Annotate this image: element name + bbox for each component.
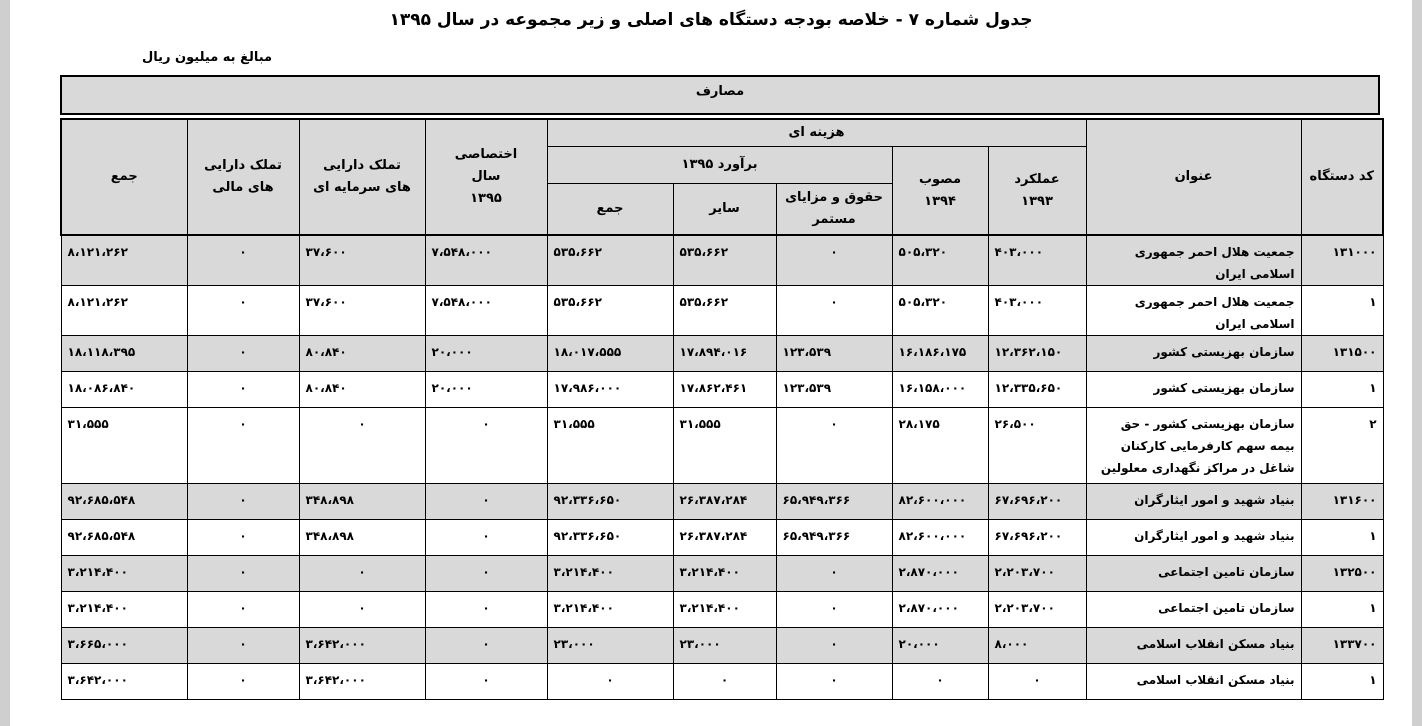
dedicated-cell: ۰ [425,628,547,664]
header-salary-line2: مستمر [812,212,856,227]
salary-cell: ۰ [776,286,892,336]
salary-cell: ۰ [776,235,892,286]
code-cell: ۱۳۳۷۰۰ [1301,628,1383,664]
salary-cell: ۰ [776,628,892,664]
viewer-edge-left [0,0,10,726]
salary-cell: ۶۵،۹۴۹،۳۶۶ [776,520,892,556]
header-other: سایر [673,184,776,236]
dedicated-cell: ۰ [425,484,547,520]
financial-cell: ۰ [187,592,299,628]
dedicated-cell: ۰ [425,556,547,592]
code-cell: ۱۳۱۶۰۰ [1301,484,1383,520]
capital-cell: ۰ [299,408,425,484]
table-row-agency [61,484,1383,520]
actual-cell: ۶۷،۶۹۶،۲۰۰ [988,520,1086,556]
salary-cell: ۰ [776,556,892,592]
dedicated-cell: ۲۰،۰۰۰ [425,336,547,372]
salary-cell: ۶۵،۹۴۹،۳۶۶ [776,484,892,520]
header-dedicated-label: اختصاصی [454,147,518,162]
expenses-banner: مصارف [60,75,1380,115]
table-row-agency [61,556,1383,592]
dedicated-cell: ۰ [425,592,547,628]
capital-cell: ۸۰،۸۴۰ [299,336,425,372]
actual-cell: ۲،۲۰۳،۷۰۰ [988,556,1086,592]
approved-cell: ۸۲،۶۰۰،۰۰۰ [892,484,988,520]
financial-cell: ۰ [187,372,299,408]
header-dedicated-year: ۱۳۹۵ [470,191,502,206]
other-cell: ۵۳۵،۶۶۲ [673,286,776,336]
approved-cell: ۲۰،۰۰۰ [892,628,988,664]
actual-cell: ۴۰۳،۰۰۰ [988,235,1086,286]
approved-cell: ۵۰۵،۳۲۰ [892,286,988,336]
salary-cell: ۰ [776,664,892,700]
sum-cell: ۳،۲۱۴،۴۰۰ [547,592,673,628]
other-cell: ۰ [673,664,776,700]
budget-table [60,118,1384,700]
header-capital [299,119,425,235]
code-cell: ۲ [1301,408,1383,484]
capital-cell: ۳۷،۶۰۰ [299,286,425,336]
salary-cell: ۱۲۳،۵۳۹ [776,336,892,372]
approved-cell: ۱۶،۱۵۸،۰۰۰ [892,372,988,408]
other-cell: ۵۳۵،۶۶۲ [673,235,776,286]
header-actual-year: ۱۳۹۳ [1021,193,1053,209]
code-cell: ۱۳۱۰۰۰ [1301,235,1383,286]
title-cell: سازمان تامین اجتماعی [1086,556,1301,592]
table-row-sub [61,520,1383,556]
capital-cell: ۳۴۸،۸۹۸ [299,484,425,520]
sum-cell: ۳۱،۵۵۵ [547,408,673,484]
header-dedicated-year-label: سال [471,169,501,184]
capital-cell: ۸۰،۸۴۰ [299,372,425,408]
financial-cell: ۰ [187,408,299,484]
code-cell: ۱ [1301,592,1383,628]
title-cell: بنیاد مسکن انقلاب اسلامی [1086,628,1301,664]
other-cell: ۱۷،۸۹۴،۰۱۶ [673,336,776,372]
total-cell: ۳،۲۱۴،۴۰۰ [61,556,187,592]
code-cell: ۱ [1301,286,1383,336]
approved-cell: ۸۲،۶۰۰،۰۰۰ [892,520,988,556]
other-cell: ۳۱،۵۵۵ [673,408,776,484]
financial-cell: ۰ [187,336,299,372]
table-row-sub [61,592,1383,628]
capital-cell: ۰ [299,556,425,592]
sum-cell: ۵۳۵،۶۶۲ [547,286,673,336]
total-cell: ۳،۶۶۵،۰۰۰ [61,628,187,664]
header-current-group: هزینه ای [547,119,1086,147]
approved-cell: ۲،۸۷۰،۰۰۰ [892,592,988,628]
table-row-agency [61,235,1383,286]
capital-cell: ۳،۶۴۲،۰۰۰ [299,664,425,700]
other-cell: ۱۷،۸۶۲،۴۶۱ [673,372,776,408]
header-total: جمع [61,119,187,235]
header-capital-line2: های سرمایه ای [313,180,411,195]
total-cell: ۸،۱۲۱،۲۶۲ [61,235,187,286]
code-cell: ۱ [1301,372,1383,408]
sum-cell: ۰ [547,664,673,700]
capital-cell: ۰ [299,592,425,628]
actual-cell: ۴۰۳،۰۰۰ [988,286,1086,336]
salary-cell: ۰ [776,408,892,484]
dedicated-cell: ۷،۵۴۸،۰۰۰ [425,235,547,286]
total-cell: ۳،۲۱۴،۴۰۰ [61,592,187,628]
total-cell: ۳۱،۵۵۵ [61,408,187,484]
title-cell: بنیاد شهید و امور ایثارگران [1086,484,1301,520]
header-dedicated [425,119,547,235]
other-cell: ۲۶،۳۸۷،۲۸۴ [673,484,776,520]
header-actual-label: عملکرد [1014,171,1060,187]
title-cell: بنیاد شهید و امور ایثارگران [1086,520,1301,556]
title-cell: سازمان تامین اجتماعی [1086,592,1301,628]
sum-cell: ۱۷،۹۸۶،۰۰۰ [547,372,673,408]
financial-cell: ۰ [187,235,299,286]
header-actual [988,147,1086,236]
code-cell: ۱۳۲۵۰۰ [1301,556,1383,592]
header-salary-line1: حقوق و مزایای [785,190,883,205]
title-cell: سازمان بهزیستی کشور [1086,336,1301,372]
dedicated-cell: ۰ [425,664,547,700]
capital-cell: ۳،۶۴۲،۰۰۰ [299,628,425,664]
actual-cell: ۰ [988,664,1086,700]
financial-cell: ۰ [187,520,299,556]
table-row-sub [61,372,1383,408]
table-row-agency [61,628,1383,664]
header-capital-line1: تملک دارایی [323,158,401,173]
header-financial [187,119,299,235]
code-cell: ۱ [1301,520,1383,556]
actual-cell: ۲،۲۰۳،۷۰۰ [988,592,1086,628]
code-cell: ۱۳۱۵۰۰ [1301,336,1383,372]
other-cell: ۲۶،۳۸۷،۲۸۴ [673,520,776,556]
sum-cell: ۳،۲۱۴،۴۰۰ [547,556,673,592]
actual-cell: ۸،۰۰۰ [988,628,1086,664]
viewer-edge-right [1412,0,1422,726]
other-cell: ۲۳،۰۰۰ [673,628,776,664]
actual-cell: ۱۲،۳۶۲،۱۵۰ [988,336,1086,372]
title-cell: جمعیت هلال احمر جمهوری اسلامی ایران [1086,235,1301,286]
header-approved-label: مصوب [918,171,962,187]
table-row-sub [61,408,1383,484]
table-row-sub [61,286,1383,336]
dedicated-cell: ۰ [425,520,547,556]
total-cell: ۹۲،۶۸۵،۵۴۸ [61,484,187,520]
title-cell: بنیاد مسکن انقلاب اسلامی [1086,664,1301,700]
other-cell: ۳،۲۱۴،۴۰۰ [673,592,776,628]
header-financial-line2: های مالی [212,180,274,195]
approved-cell: ۲۸،۱۷۵ [892,408,988,484]
financial-cell: ۰ [187,664,299,700]
header-sum: جمع [547,184,673,236]
title-cell: جمعیت هلال احمر جمهوری اسلامی ایران [1086,286,1301,336]
sum-cell: ۲۳،۰۰۰ [547,628,673,664]
actual-cell: ۱۲،۳۳۵،۶۵۰ [988,372,1086,408]
dedicated-cell: ۰ [425,408,547,484]
table-row-agency [61,336,1383,372]
approved-cell: ۱۶،۱۸۶،۱۷۵ [892,336,988,372]
total-cell: ۳،۶۴۲،۰۰۰ [61,664,187,700]
table-header [61,119,1383,235]
total-cell: ۸،۱۲۱،۲۶۲ [61,286,187,336]
approved-cell: ۲،۸۷۰،۰۰۰ [892,556,988,592]
title-cell: سازمان بهزیستی کشور [1086,372,1301,408]
code-cell: ۱ [1301,664,1383,700]
financial-cell: ۰ [187,556,299,592]
total-cell: ۱۸،۰۸۶،۸۴۰ [61,372,187,408]
approved-cell: ۰ [892,664,988,700]
header-salary [776,184,892,236]
financial-cell: ۰ [187,484,299,520]
title-cell: سازمان بهزیستی کشور - حق بیمه سهم کارفرمایی کارکنان شاغل در مراکز نگهداری معلولین [1086,408,1301,484]
salary-cell: ۱۲۳،۵۳۹ [776,372,892,408]
header-estimate: برآورد ۱۳۹۵ [547,147,892,184]
header-code: کد دستگاه [1301,119,1383,235]
header-title: عنوان [1086,119,1301,235]
header-approved-year: ۱۳۹۴ [924,193,956,209]
document-title: جدول شماره ۷ - خلاصه بودجه دستگاه های اصلی و زیر مجموعه در سال ۱۳۹۵ [389,10,1033,30]
financial-cell: ۰ [187,286,299,336]
dedicated-cell: ۲۰،۰۰۰ [425,372,547,408]
actual-cell: ۶۷،۶۹۶،۲۰۰ [988,484,1086,520]
sum-cell: ۹۲،۳۳۶،۶۵۰ [547,484,673,520]
header-approved [892,147,988,236]
approved-cell: ۵۰۵،۳۲۰ [892,235,988,286]
table-body [61,235,1383,700]
sum-cell: ۱۸،۰۱۷،۵۵۵ [547,336,673,372]
total-cell: ۹۲،۶۸۵،۵۴۸ [61,520,187,556]
header-financial-line1: تملک دارایی [204,158,282,173]
total-cell: ۱۸،۱۱۸،۳۹۵ [61,336,187,372]
sum-cell: ۹۲،۳۳۶،۶۵۰ [547,520,673,556]
dedicated-cell: ۷،۵۴۸،۰۰۰ [425,286,547,336]
actual-cell: ۲۶،۵۰۰ [988,408,1086,484]
financial-cell: ۰ [187,628,299,664]
sum-cell: ۵۳۵،۶۶۲ [547,235,673,286]
capital-cell: ۳۷،۶۰۰ [299,235,425,286]
unit-note: مبالغ به میلیون ریال [142,50,273,65]
table-row-sub [61,664,1383,700]
capital-cell: ۳۴۸،۸۹۸ [299,520,425,556]
other-cell: ۳،۲۱۴،۴۰۰ [673,556,776,592]
salary-cell: ۰ [776,592,892,628]
